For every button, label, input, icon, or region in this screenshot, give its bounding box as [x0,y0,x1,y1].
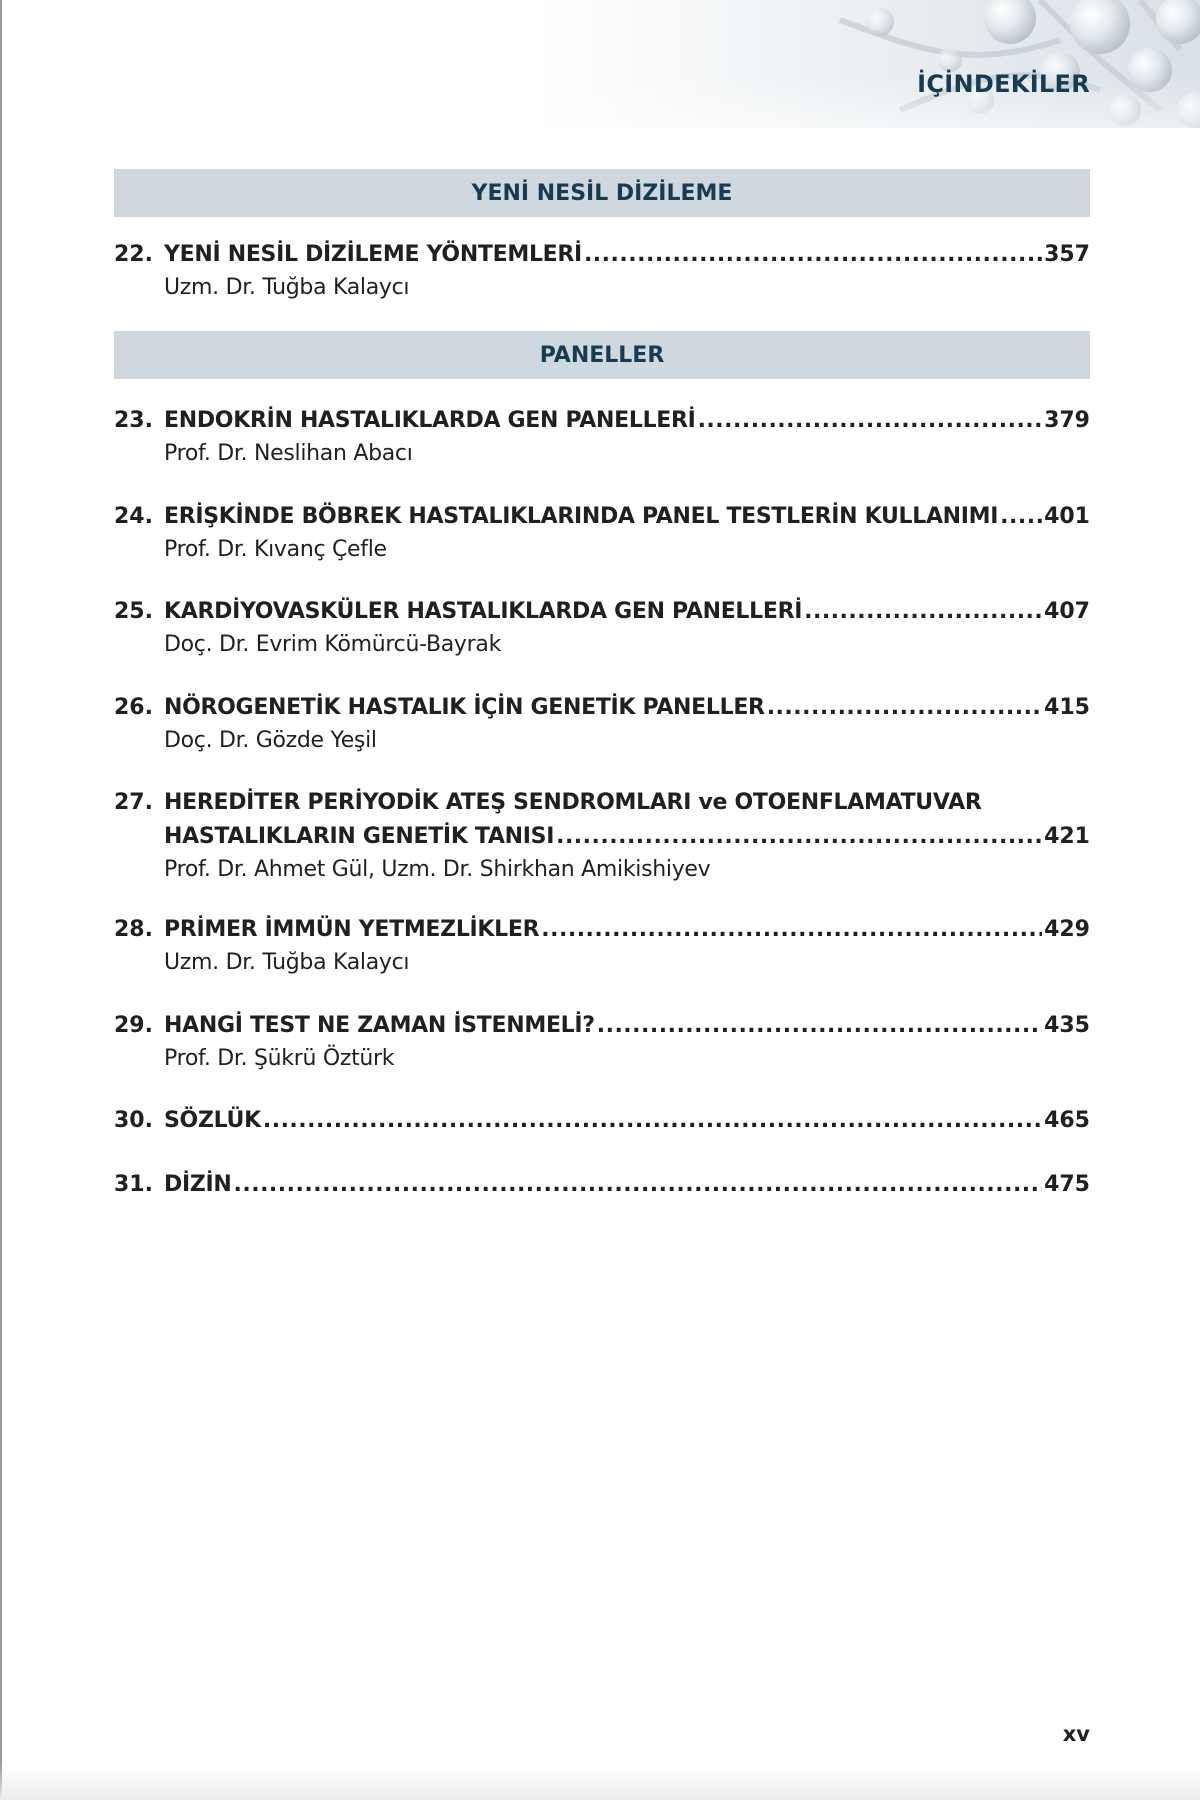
entry-title: YENİ NESİL DİZİLEME YÖNTEMLERİ [164,242,582,267]
entry-author: Prof. Dr. Neslihan Abacı [164,441,413,466]
entry-title: ERİŞKİNDE BÖBREK HASTALIKLARINDA PANEL TESTLERİN KULLANIMI [164,504,999,529]
dot-leader [804,595,1042,629]
dot-leader [541,913,1042,947]
section-heading: PANELLER [114,331,1090,379]
entry-number: 24. [114,504,153,529]
entry-page-number: 465 [1044,1108,1090,1133]
entry-page-number: 357 [1044,242,1090,267]
toc-entry-31[interactable] [114,1168,1090,1202]
entry-page-number: 401 [1044,504,1090,529]
entry-number: 29. [114,1013,153,1038]
entry-title: PRİMER İMMÜN YETMEZLİKLER [164,917,540,942]
toc-entry-25[interactable] [114,595,1090,661]
toc-entry-24[interactable] [114,500,1090,566]
entry-number: 25. [114,599,153,624]
entry-title: KARDİYOVASKÜLER HASTALIKLARDA GEN PANELLERİ [164,599,803,624]
entry-number: 22. [114,242,153,267]
entry-title: SÖZLÜK [164,1108,261,1133]
entry-page-number: 421 [1044,824,1090,849]
dot-leader [767,691,1042,725]
toc-entry-29[interactable] [114,1009,1090,1075]
entry-author: Prof. Dr. Şükrü Öztürk [164,1046,395,1071]
toc-entry-28[interactable] [114,913,1090,979]
toc-entry-26[interactable] [114,691,1090,757]
dot-leader [1000,500,1042,534]
page-number: xv [1062,1722,1090,1746]
entry-author: Prof. Dr. Ahmet Gül, Uzm. Dr. Shirkhan Amikishiyev [164,857,711,882]
header-molecule-art [540,0,1200,128]
entry-page-number: 429 [1044,917,1090,942]
entry-page-number: 435 [1044,1013,1090,1038]
page-title: İÇİNDEKİLER [917,70,1090,98]
entry-author: Uzm. Dr. Tuğba Kalaycı [164,275,410,300]
dot-leader [263,1104,1042,1138]
entry-page-number: 475 [1044,1172,1090,1197]
entry-title: DİZİN [164,1172,232,1197]
entry-title: HANGİ TEST NE ZAMAN İSTENMELİ? [164,1013,595,1038]
entry-title: HASTALIKLARIN GENETİK TANISI [164,824,555,849]
entry-page-number: 407 [1044,599,1090,624]
entry-number: 23. [114,408,153,433]
entry-page-number: 415 [1044,695,1090,720]
entry-title: ENDOKRİN HASTALIKLARDA GEN PANELLERİ [164,408,696,433]
entry-author: Doç. Dr. Evrim Kömürcü-Bayrak [164,632,502,657]
entry-number: 27. [114,790,153,815]
dot-leader [556,820,1042,854]
dot-leader [234,1168,1043,1202]
entry-number: 26. [114,695,153,720]
dot-leader [597,1009,1042,1043]
entry-number: 31. [114,1172,153,1197]
section-heading: YENİ NESİL DİZİLEME [114,169,1090,217]
page-edge [0,0,2,1800]
entry-author: Doç. Dr. Gözde Yeşil [164,728,377,753]
entry-title: NÖROGENETİK HASTALIK İÇİN GENETİK PANELLER [164,695,765,720]
entry-author: Prof. Dr. Kıvanç Çefle [164,537,387,562]
toc-entry-27[interactable] [114,786,1090,886]
toc-entry-30[interactable] [114,1104,1090,1138]
page-bottom-shade [0,1764,1200,1800]
entry-page-number: 379 [1044,408,1090,433]
toc-entry-23[interactable] [114,404,1090,470]
dot-leader [698,404,1042,438]
entry-title-line1: HEREDİTER PERİYODİK ATEŞ SENDROMLARI ve OTOENFLAMATUVAR [164,790,982,815]
entry-number: 30. [114,1108,153,1133]
toc-entry-22[interactable] [114,238,1090,304]
entry-author: Uzm. Dr. Tuğba Kalaycı [164,950,410,975]
dot-leader [584,238,1042,272]
entry-number: 28. [114,917,153,942]
